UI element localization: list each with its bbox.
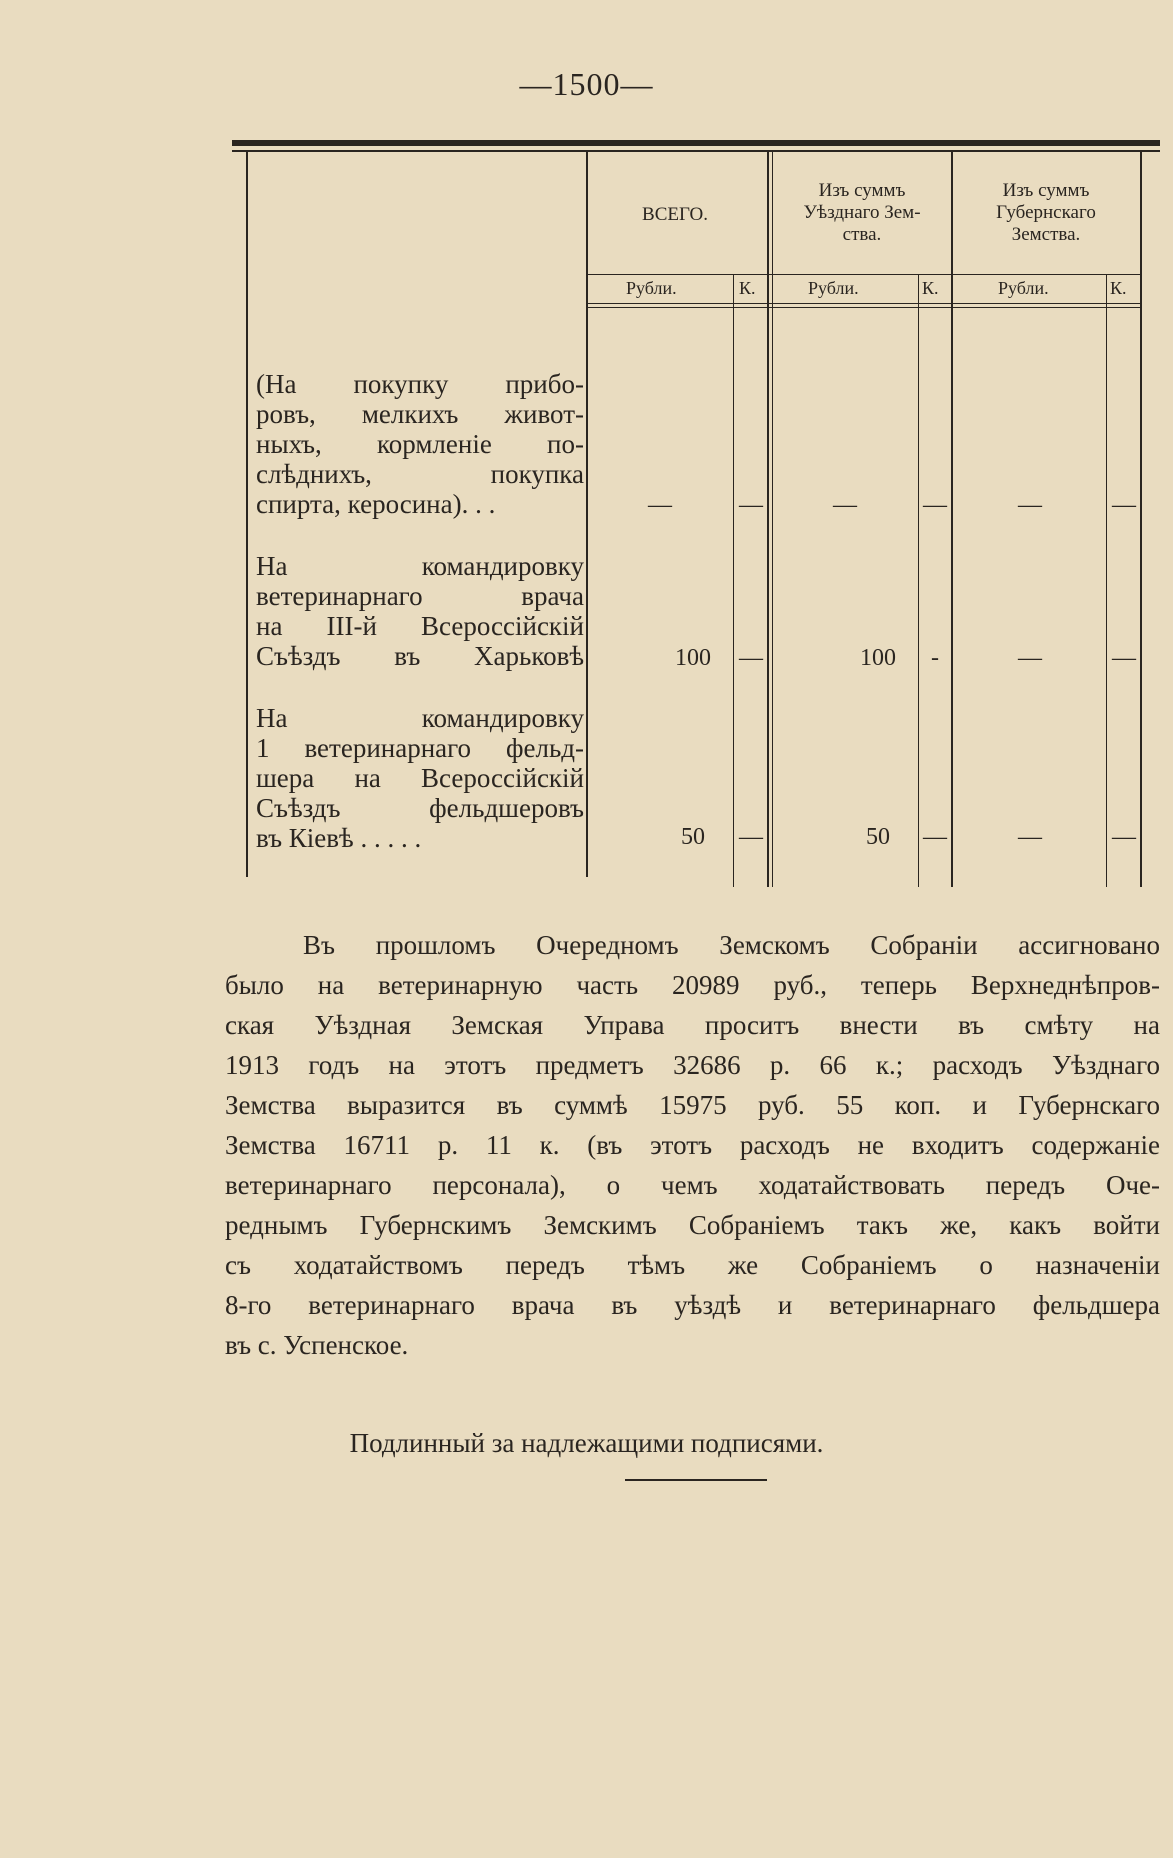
para-line-11: въ с. Успенское. [225, 1330, 409, 1360]
para-line-1: Въ прошломъ Очередномъ Земскомъ Собраніи ассигновано [303, 930, 1160, 960]
header-county-line-2: Уѣзднаго Зем- [803, 202, 921, 223]
row-1-total-kopecks: — [739, 492, 763, 518]
row-1-line-4: слѣднихъ, покупка [256, 459, 584, 489]
para-line-6: Земства 16711 р. 11 к. (въ этотъ расходъ не входитъ содержаніе [225, 1130, 1160, 1160]
col-divider-text [586, 152, 588, 877]
row-3-county-kopecks: — [923, 824, 947, 850]
para-line-3: ская Уѣздная Земская Управа проситъ внести въ смѣту на [225, 1010, 1160, 1040]
row-3-line-1: На командировку [256, 703, 584, 733]
row-1-line-2: ровъ, мелкихъ живот- [256, 399, 584, 429]
body-paragraph [225, 925, 1160, 1365]
row-1-county-rubles: — [833, 492, 857, 518]
header-province-line-2: Губернскаго [996, 202, 1096, 223]
row-1-line-3: ныхъ, кормленіе по- [256, 429, 584, 459]
para-line-9: съ ходатайствомъ передъ тѣмъ же Собраніемъ о назначеніи [225, 1250, 1160, 1280]
closing-rule [625, 1479, 767, 1481]
header-county-line-3: ства. [842, 224, 882, 245]
para-line-10: 8-го ветеринарнаго врача въ уѣздѣ и ветеринарнаго фельдшера [225, 1290, 1160, 1320]
row-3-total-rubles: 50 [681, 824, 705, 850]
header-bottom-rule [586, 303, 1142, 304]
row-1-line-1: (На покупку прибо- [256, 369, 584, 399]
unit-total-kopecks: К. [739, 278, 756, 298]
row-2-total-kopecks: — [739, 645, 763, 671]
row-2-line-4: Съѣздъ въ Харьковѣ [256, 641, 584, 671]
para-line-4: 1913 годъ на этотъ предметъ 32686 р. 66 к.; расходъ Уѣзднаго [225, 1050, 1160, 1080]
row-3-line-3: шера на Всероссійскій [256, 763, 584, 793]
row-3-line-4: Съѣздъ фельдшеровъ [256, 793, 584, 823]
page-number: —1500— [519, 66, 654, 102]
row-2-line-3: на III-й Всероссійскій [256, 611, 584, 641]
row-1-county-kopecks: — [923, 492, 947, 518]
para-line-8: реднымъ Губернскимъ Земскимъ Собраніемъ такъ же, какъ войти [225, 1210, 1160, 1240]
col-divider-county-kop [918, 275, 919, 887]
table-top-rule-thin [232, 150, 1160, 152]
row-2-total-rubles: 100 [675, 645, 711, 671]
header-province-sums [955, 180, 1137, 246]
row-3-description [256, 703, 584, 853]
unit-total-rubles: Рубли. [626, 278, 677, 298]
col-divider-total [767, 152, 769, 887]
row-2-description [256, 551, 584, 671]
header-province-line-3: Земства. [1011, 224, 1081, 245]
unit-county-rubles: Рубли. [808, 278, 859, 298]
header-province-line-1: Изъ суммъ [1002, 180, 1090, 201]
row-1-total-rubles: — [648, 492, 672, 518]
header-unit-rule [586, 274, 1142, 275]
row-3-line-2: 1 ветеринарнаго фельд- [256, 733, 584, 763]
row-1-province-rubles: — [1018, 492, 1042, 518]
row-3-line-5: въ Кіевѣ . . . . . [256, 823, 422, 853]
row-3-total-kopecks: — [739, 824, 763, 850]
col-divider-county [951, 152, 953, 887]
row-2-line-2: ветеринарнаго врача [256, 581, 584, 611]
row-1-line-5: спирта, керосина). . . [256, 489, 496, 519]
table-right-border [1140, 152, 1142, 887]
unit-province-kopecks: К. [1110, 278, 1127, 298]
row-2-county-rubles: 100 [860, 645, 896, 671]
unit-county-kopecks: К. [922, 278, 939, 298]
header-total: ВСЕГО. [642, 204, 708, 225]
row-1-description [256, 369, 584, 519]
signoff-line: Подлинный за надлежащими подписями. [349, 1428, 824, 1458]
row-3-province-rubles: — [1018, 824, 1042, 850]
row-3-county-rubles: 50 [866, 824, 890, 850]
unit-province-rubles: Рубли. [998, 278, 1049, 298]
row-2-county-kopecks: - [931, 645, 939, 671]
header-county-line-1: Изъ суммъ [818, 180, 906, 201]
col-divider-total-kop [733, 275, 734, 887]
para-line-5: Земства выразится въ суммѣ 15975 руб. 55 коп. и Губернскаго [225, 1090, 1160, 1120]
row-2-line-1: На командировку [256, 551, 584, 581]
header-bottom-rule-2 [586, 307, 1142, 308]
row-2-province-rubles: — [1018, 645, 1042, 671]
row-2-province-kopecks: — [1112, 645, 1136, 671]
header-county-sums [776, 180, 948, 246]
col-divider-prov-kop [1106, 275, 1107, 887]
row-1-province-kopecks: — [1112, 492, 1136, 518]
row-3-province-kopecks: — [1112, 824, 1136, 850]
para-line-7: ветеринарнаго персонала), о чемъ ходатайствовать передъ Оче- [225, 1170, 1160, 1200]
para-line-2: было на ветеринарную часть 20989 руб., теперь Верхнеднѣпров- [225, 970, 1160, 1000]
col-divider-total-b [772, 152, 773, 887]
table-top-rule [232, 140, 1160, 146]
table-left-border [246, 152, 248, 877]
